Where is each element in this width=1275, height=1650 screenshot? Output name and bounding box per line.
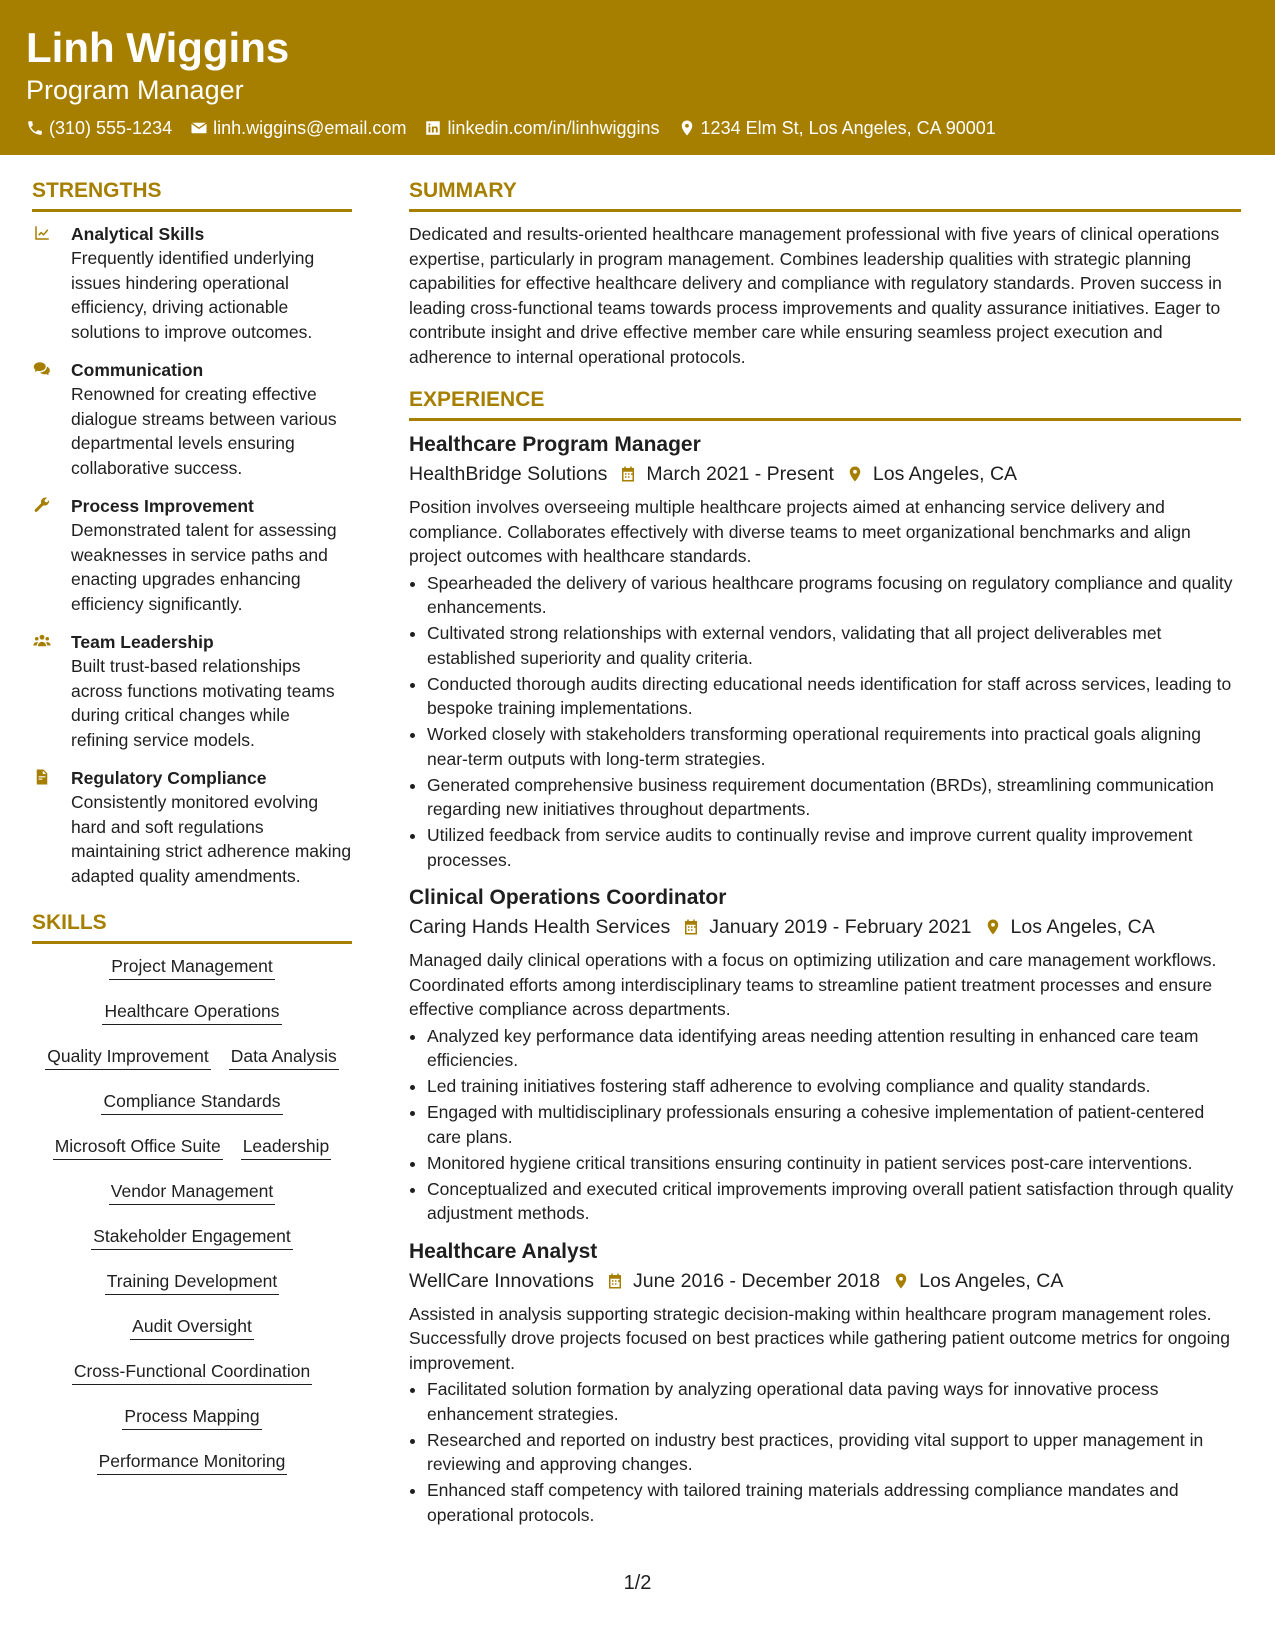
strength-item — [32, 358, 352, 480]
phone-text: (310) 555-1234 — [49, 118, 173, 138]
calendar-icon — [606, 1271, 624, 1291]
strength-desc: Built trust-based relationships across functions motivating teams during critical changes while refining service models. — [71, 656, 335, 750]
users-icon — [32, 632, 52, 650]
job-bullet: • Enhanced staff competency with tailored training materials addressing compliance mandates and operational protocols. — [427, 1478, 1241, 1527]
job-entry — [409, 431, 1241, 872]
job-entry — [409, 884, 1241, 1226]
strength-desc: Renowned for creating effective dialogue streams between various departmental levels ensuring collaborative success. — [71, 384, 337, 478]
strength-item — [32, 766, 352, 888]
email-text: linh.wiggins@email.com — [213, 118, 407, 138]
job-company: WellCare Innovations — [409, 1269, 594, 1292]
map-pin-icon — [846, 464, 864, 484]
skill-tag: Cross-Functional Coordination — [72, 1359, 312, 1385]
strength-item — [32, 494, 352, 616]
job-bullets — [409, 571, 1241, 873]
comments-icon — [32, 360, 52, 378]
linkedin-icon — [424, 119, 442, 137]
phone-icon — [26, 119, 44, 137]
job-title: Healthcare Analyst — [409, 1239, 598, 1263]
strength-desc: Frequently identified underlying issues hindering operational efficiency, driving actionable solutions to improve outcomes. — [71, 248, 315, 342]
page-number: 1/2 — [623, 1572, 652, 1594]
skill-tag: Leadership — [241, 1134, 332, 1160]
job-location: Los Angeles, CA — [919, 1269, 1064, 1292]
job-company: Caring Hands Health Services — [409, 916, 671, 938]
envelope-icon — [190, 119, 208, 137]
candidate-role: Program Manager — [26, 75, 244, 105]
job-meta — [409, 1266, 1241, 1296]
skill-tag: Project Management — [109, 954, 274, 980]
job-bullet: • Monitored hygiene critical transitions ensuring continuity in patient services post-care interventions. — [427, 1151, 1241, 1176]
job-entry — [409, 1238, 1241, 1528]
resume-header — [0, 0, 1275, 155]
chart-line-icon — [32, 224, 52, 242]
strength-title: Analytical Skills — [71, 224, 205, 244]
job-bullet: • Spearheaded the delivery of various healthcare programs focusing on regulatory compliance and quality enhancements. — [427, 571, 1241, 620]
summary-text: Dedicated and results-oriented healthcare management professional with five years of clinical operations expertise, particularly in program management. Combines leadership qualities with strategic planning capabilities for effective healthcare delivery and compliance with regulatory standards. Proven success in leading cross-functional teams towards process improvements and quality assurance initiatives. Eager to contribute insight and drive effective member care while ensuring seamless project execution and adherence to internal operational protocols. — [409, 224, 1222, 367]
contact-linkedin[interactable] — [424, 116, 659, 140]
job-bullets — [409, 1377, 1241, 1527]
skill-tag: Training Development — [105, 1269, 280, 1295]
job-description: Managed daily clinical operations with a focus on optimizing utilization and care management workflows. Coordinated efforts among interdisciplinary teams to streamline patient treatment processes and ensure effective compliance across departments. — [409, 950, 1217, 1019]
skill-tag: Stakeholder Engagement — [91, 1224, 293, 1250]
job-description: Position involves overseeing multiple healthcare projects aimed at enhancing service delivery and compliance. Collaborates effectively with diverse teams to meet organizational benchmarks and align project outcomes with healthcare standards. — [409, 497, 1191, 566]
job-title: Clinical Operations Coordinator — [409, 886, 727, 909]
wrench-icon — [32, 496, 52, 514]
skill-tag: Audit Oversight — [130, 1314, 254, 1340]
strength-desc: Consistently monitored evolving hard and soft regulations maintaining strict adherence making adapted quality amendments. — [71, 792, 352, 886]
job-meta — [409, 912, 1241, 942]
strength-title: Process Improvement — [71, 496, 254, 516]
job-bullet: • Facilitated solution formation by analyzing operational data paving ways for innovative process enhancement strategies. — [427, 1377, 1241, 1426]
job-bullet: • Analyzed key performance data identifying areas needing attention resulting in enhanced care team efficiencies. — [427, 1024, 1241, 1073]
skill-tag: Compliance Standards — [101, 1089, 282, 1115]
job-bullet: • Led training initiatives fostering staff adherence to evolving compliance and quality standards. — [427, 1074, 1241, 1099]
file-contract-icon — [32, 768, 52, 786]
strength-desc: Demonstrated talent for assessing weaknesses in service paths and enacting upgrades enhancing efficiency significantly. — [71, 520, 337, 614]
job-meta — [409, 459, 1241, 489]
job-bullet: • Engaged with multidisciplinary professionals ensuring a cohesive implementation of patient-centered care plans. — [427, 1100, 1241, 1149]
job-bullet: • Conceptualized and executed critical improvements improving overall patient satisfaction through quality adjustment methods. — [427, 1177, 1241, 1226]
skills-heading: SKILLS — [32, 910, 352, 944]
job-bullet: • Generated comprehensive business requirement documentation (BRDs), streamlining communication regarding new initiatives throughout departments. — [427, 773, 1241, 822]
map-pin-icon — [678, 119, 696, 137]
strengths-heading: STRENGTHS — [32, 178, 352, 212]
skill-tag: Microsoft Office Suite — [53, 1134, 223, 1160]
summary-heading: SUMMARY — [409, 178, 1241, 212]
strength-title: Communication — [71, 360, 204, 380]
job-bullet: • Utilized feedback from service audits to continually revise and improve current quality improvement processes. — [427, 823, 1241, 872]
job-bullet: • Worked closely with stakeholders transforming operational requirements into practical goals aligning near-term outputs with long-term strategies. — [427, 722, 1241, 771]
address-text: 1234 Elm St, Los Angeles, CA 90001 — [700, 118, 996, 138]
contact-address — [678, 116, 996, 140]
skill-tag: Process Mapping — [122, 1404, 261, 1430]
job-location: Los Angeles, CA — [872, 463, 1018, 485]
job-dates: June 2016 - December 2018 — [632, 1269, 881, 1292]
map-pin-icon — [984, 917, 1002, 937]
job-company: HealthBridge Solutions — [409, 463, 608, 485]
linkedin-text: linkedin.com/in/linhwiggins — [447, 118, 660, 138]
job-bullet: • Conducted thorough audits directing educational needs identification for staff across services, leading to bespoke training implementations. — [427, 672, 1241, 721]
experience-heading: EXPERIENCE — [409, 387, 1241, 421]
skills-list — [32, 954, 352, 1494]
strength-title: Team Leadership — [71, 632, 214, 652]
skill-tag: Vendor Management — [109, 1179, 275, 1205]
job-dates: January 2019 - February 2021 — [709, 916, 972, 938]
job-bullets — [409, 1024, 1241, 1226]
map-pin-icon — [892, 1271, 910, 1291]
skill-tag: Data Analysis — [229, 1044, 339, 1070]
candidate-name: Linh Wiggins — [26, 24, 290, 71]
strength-item — [32, 630, 352, 752]
job-title: Healthcare Program Manager — [409, 433, 701, 456]
job-bullet: • Cultivated strong relationships with external vendors, validating that all project deliverables met established superiority and quality criteria. — [427, 621, 1241, 670]
strength-title: Regulatory Compliance — [71, 768, 267, 788]
skill-tag: Performance Monitoring — [97, 1449, 288, 1475]
left-column — [32, 178, 352, 1494]
strength-item — [32, 222, 352, 344]
job-dates: March 2021 - Present — [646, 463, 834, 485]
job-location: Los Angeles, CA — [1010, 916, 1155, 938]
job-description: Assisted in analysis supporting strategic decision-making within healthcare program management roles. Successfully drove projects focused on best practices while gathering patient outcome metrics for ongoing improvement. — [409, 1303, 1230, 1373]
contact-email[interactable] — [190, 116, 406, 140]
skill-tag: Quality Improvement — [45, 1044, 210, 1070]
job-bullet: • Researched and reported on industry best practices, providing vital support to upper management in reviewing and approving changes. — [427, 1428, 1241, 1477]
calendar-icon — [619, 464, 637, 484]
contact-bar — [26, 116, 996, 140]
contact-phone[interactable] — [26, 116, 172, 140]
right-column — [409, 178, 1241, 1539]
calendar-icon — [682, 917, 700, 937]
skill-tag: Healthcare Operations — [102, 999, 281, 1025]
